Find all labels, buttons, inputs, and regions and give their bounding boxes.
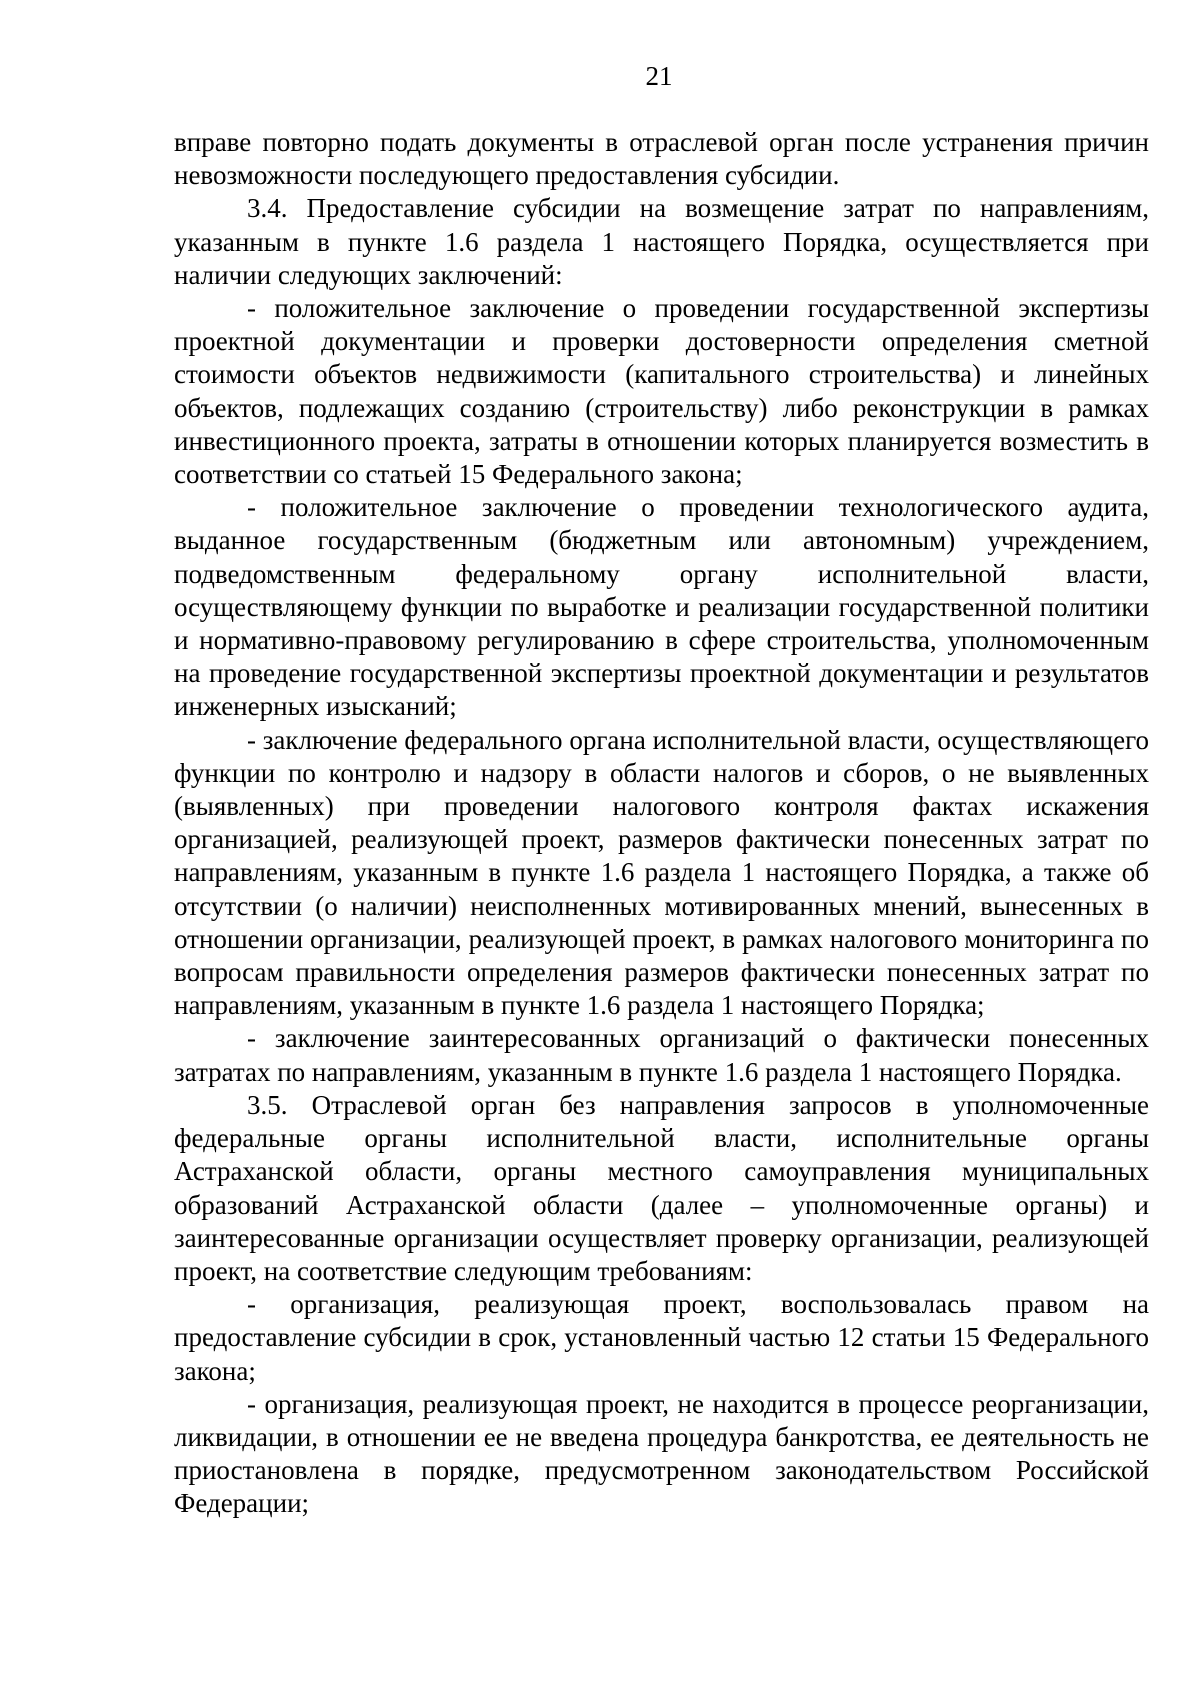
paragraph-3-4: 3.4. Предоставление субсидии на возмещение затрат по направлениям, указанным в пункте 1.6 раздела 1 настоящего Порядка, осуществляется при наличии следующих заключений: xyxy=(174,193,1149,290)
list-item-tax-authority-conclusion: - заключение федерального органа исполнительной власти, осуществляющего функции по контролю и надзору в области налогов и сборов, о не выявленных (выявленных) при проведении налогового контроля фактах искажения организацией, реализующей проект, размеров фактически понесенных затрат по направлениям, указанным в пункте 1.6 раздела 1 настоящего Порядка, а также об отсутствии (о наличии) неисполненных мотивированных мнений, вынесенных в отношении организации, реализующей проект, в рамках налогового мониторинга по вопросам правильности определения размеров фактически понесенных затрат по направлениям, указанным в пункте 1.6 раздела 1 настоящего Порядка; xyxy=(174,724,1149,1021)
paragraph-continuation: вправе повторно подать документы в отраслевой орган после устранения причин невозможности последующего предоставления субсидии. xyxy=(174,127,1149,191)
list-item-state-expertise: - положительное заключение о проведении государственной экспертизы проектной документации и проверки достоверности определения сметной стоимости объектов недвижимости (капитального строительства) и линейных объектов, подлежащих созданию (строительству) либо реконструкции в рамках инвестиционного проекта, затраты в отношении которых планируется возместить в соответствии со статьей 15 Федерального закона; xyxy=(174,293,1149,490)
list-item-not-reorganizing: - организация, реализующая проект, не находится в процессе реорганизации, ликвидации, в отношении ее не введена процедура банкротства, ее деятельность не приостановлена в порядке, предусмотренном законодательством Российской Федерации; xyxy=(174,1388,1149,1519)
paragraph-3-5: 3.5. Отраслевой орган без направления запросов в уполномоченные федеральные органы исполнительной власти, исполнительные органы Астраханской области, органы местного самоуправления муниципальных образований Астраханской области (далее – уполномоченные органы) и заинтересованные организации осуществляет проверку организации, реализующей проект, на соответствие следующим требованиям: xyxy=(174,1089,1149,1286)
list-item-interested-organizations: - заключение заинтересованных организаций о фактически понесенных затратах по направлениям, указанным в пункте 1.6 раздела 1 настоящего Порядка. xyxy=(174,1023,1149,1087)
list-item-subsidy-deadline: - организация, реализующая проект, воспользовалась правом на предоставление субсидии в срок, установленный частью 12 статьи 15 Федерального закона; xyxy=(174,1289,1149,1386)
list-item-technology-audit: - положительное заключение о проведении технологического аудита, выданное государственным (бюджетным или автономным) учреждением, подведомственным федеральному органу исполнительной власти, осуществляющему функции по выработке и реализации государственной политики и нормативно-правовому регулированию в сфере строительства, уполномоченным на проведение государственной экспертизы проектной документации и результатов инженерных изысканий; xyxy=(174,492,1149,722)
document-body xyxy=(174,126,1149,1521)
page-number: 21 xyxy=(645,61,673,91)
